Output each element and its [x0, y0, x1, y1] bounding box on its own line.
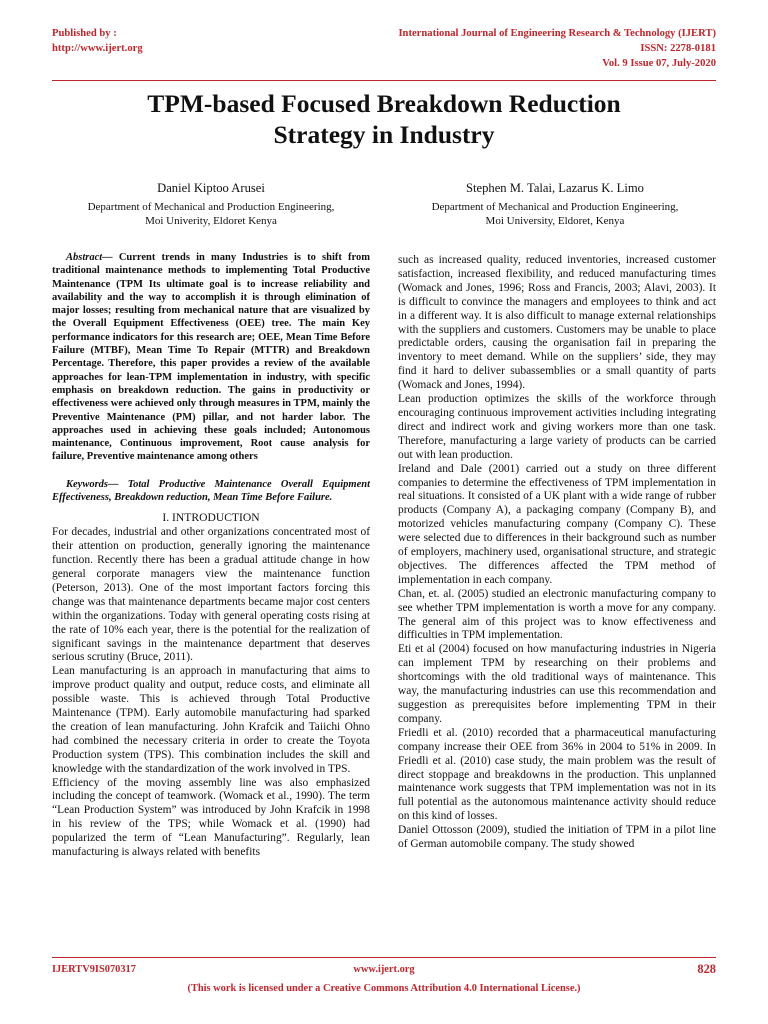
paragraph: Lean manufacturing is an approach in manufacturing that aims to improve product quality and output, reduce costs, and eliminate all possible waste. This is achieved through Total Productive Maintenance (TPM). Early automobile manufacturing had sparked the creation of lean manufacturing. John Krafcik and Taiichi Ohno had combined the necessary criteria in order to create the Toyota Production system (TPS). This combination includes the skill and knowledge with the standardization of the work involved in TPS. — [52, 665, 370, 775]
paragraph: Chan, et. al. (2005) studied an electronic manufacturing company to see whether TPM implementation is worth a move for any company. The general aim of this project was to know effectiveness and difficulties in TPM implementation. — [398, 587, 716, 642]
paper-id: IJERTV9IS070317 — [52, 964, 136, 975]
author-block-left — [52, 181, 370, 229]
website-link[interactable]: http://www.ijert.org — [52, 43, 143, 54]
title-line-1: TPM-based Focused Breakdown Reduction — [147, 89, 621, 118]
abstract — [52, 251, 370, 464]
paragraph: Lean production optimizes the skills of the workforce through encouraging continuous improvement activities including integrating direct and indirect work and giving workers more than one task. Therefore, manufacturing a large variety of products can be carried out with lean production. — [398, 393, 716, 461]
author-institution: Moi Univerity, Eldoret Kenya — [145, 215, 277, 227]
page-number: 828 — [697, 962, 716, 976]
section-heading-introduction: I. INTRODUCTION — [162, 511, 260, 525]
paragraph: Daniel Ottosson (2009), studied the initiation of TPM in a pilot line of German automobile company. The study showed — [398, 824, 716, 851]
page-header — [52, 26, 716, 78]
journal-block — [398, 26, 716, 71]
paragraph: Eti et al (2004) focused on how manufacturing industries in Nigeria can implement TPM by researching on their problems and shortcomings with the old traditional ways of maintenance. This way, the manufacturing industries can use this recommendation and suggestion as prerequisites before implementing TPM in their company. — [398, 643, 716, 725]
paragraph: such as increased quality, reduced inventories, increased customer satisfaction, increased flexibility, and reduced manufacturing times (Womack and Jones, 1996; Ross and Francis, 2003; Alavi, 2003). It is difficult to convince the managers and employees to think and act in a different way. It is also difficult to manage external relationships with the suppliers and customers. Customers may be unable to place predictable orders, causing the organisation fail in preparing the inventory to meet demand. While on the suppliers’ side, they may find it hard to deliver subassemblies or a small quantity of parts (Womack and Jones, 1994). — [398, 254, 716, 392]
license-note: (This work is licensed under a Creative Commons Attribution 4.0 International License.) — [187, 983, 581, 994]
author-department: Department of Mechanical and Production Engineering, — [87, 200, 335, 213]
paragraph: Efficiency of the moving assembly line was also emphasized including the concept of teamwork. (Womack et al., 1990). The term “Lean Production System” was introduced by John Krafcik in 1998 in his review of the TPS; while Womack et al. (1990) had popularized the term of “Lean Manufacturing”. Regularly, lean manufacturing is always related with benefits — [52, 776, 370, 859]
footer-rule — [52, 957, 716, 958]
paragraph: Friedli et al. (2010) recorded that a pharmaceutical manufacturing company increase their OEE from 36% in 2004 to 51% in 2009. In Friedli et al. (2010) case study, the main problem was the result of direct stoppage and breakdowns in the production. This unplanned maintenance work suggests that TPM implementation was not in its full potential as the autonomous maintenance activity should reduce on this kind of losses. — [398, 726, 716, 823]
journal-name: International Journal of Engineering Research & Technology (IJERT) — [398, 28, 716, 39]
left-column — [52, 251, 370, 860]
published-by-label: Published by : — [52, 28, 117, 39]
page-footer — [52, 960, 716, 1000]
title-line-2: Strategy in Industry — [273, 120, 495, 149]
author-name: Stephen M. Talai, Lazarus K. Limo — [466, 181, 644, 195]
footer-website-link[interactable]: www.ijert.org — [353, 964, 415, 975]
volume-issue: Vol. 9 Issue 07, July-2020 — [602, 58, 716, 69]
issn: ISSN: 2278-0181 — [640, 43, 716, 54]
right-column — [398, 254, 716, 852]
abstract-label: Abstract— — [66, 252, 113, 263]
publisher-block — [52, 26, 143, 56]
paragraph: Ireland and Dale (2001) carried out a study on three different companies to determine the effectiveness of TPM implementation in real situations. It consisted of a UK plant with a wide range of rubber products (Company A), a packaging company (Company B), and motorized vehicles manufacturing company (Company C). These were selected due to differences in their background such as number of employers, machinery used, organisational structure, and strategic objectives. The differences affected the TPM method of implementation in each company. — [398, 462, 716, 586]
author-institution: Moi University, Eldoret, Kenya — [485, 215, 625, 227]
author-block-right — [392, 181, 718, 229]
author-name: Daniel Kiptoo Arusei — [157, 181, 265, 195]
keywords: Keywords— Total Productive Maintenance Overall Equipment Effectiveness, Breakdown reduction, Mean Time Before Failure. — [52, 478, 370, 504]
author-department: Department of Mechanical and Production Engineering, — [431, 200, 679, 213]
paragraph: For decades, industrial and other organizations concentrated most of their attention on production, generally ignoring the maintenance function. Recently there has been a gradual attitude change in how general corporate managers view the maintenance function (Peterson, 2013). One of the most important factors forcing this change was that maintenance departments became major cost centers within the organizations. Today with general operating costs rising at the rate of 10% each year, there is the potential for the realization of significant savings in the maintenance department that deserves serious scrutiny (Bruce, 2011). — [52, 526, 370, 664]
paper-title — [52, 88, 716, 150]
abstract-text: Current trends in many Industries is to shift from traditional maintenance methods to implementing Total Productive Maintenance (TPM Its ultimate goal is to increase reliability and availability and the way to accomplish it is through elimination of major losses; resulting from mechanical nature that are visualized by the Overall Equipment Effectiveness (OEE) tree. The main Key performance indicators for this research are; OEE, Mean Time Before Failure (MTBF), Mean Time To Repair (MTTR) and Breakdown Percentage. Therefore, this paper provides a review of the available approaches for lean-TPM implementation in industry, with specific emphasis on breakdown reduction. The gains in productivity or effectiveness were achieved only through measures in TPM, mainly the Preventive Maintenance (PM) pillar, and not harder labor. The approaches used in achieving these goals included; Autonomous maintenance, Continuous improvement, Root cause analysis for failure, Preventive maintenance among others — [52, 252, 370, 463]
header-rule — [52, 80, 716, 81]
